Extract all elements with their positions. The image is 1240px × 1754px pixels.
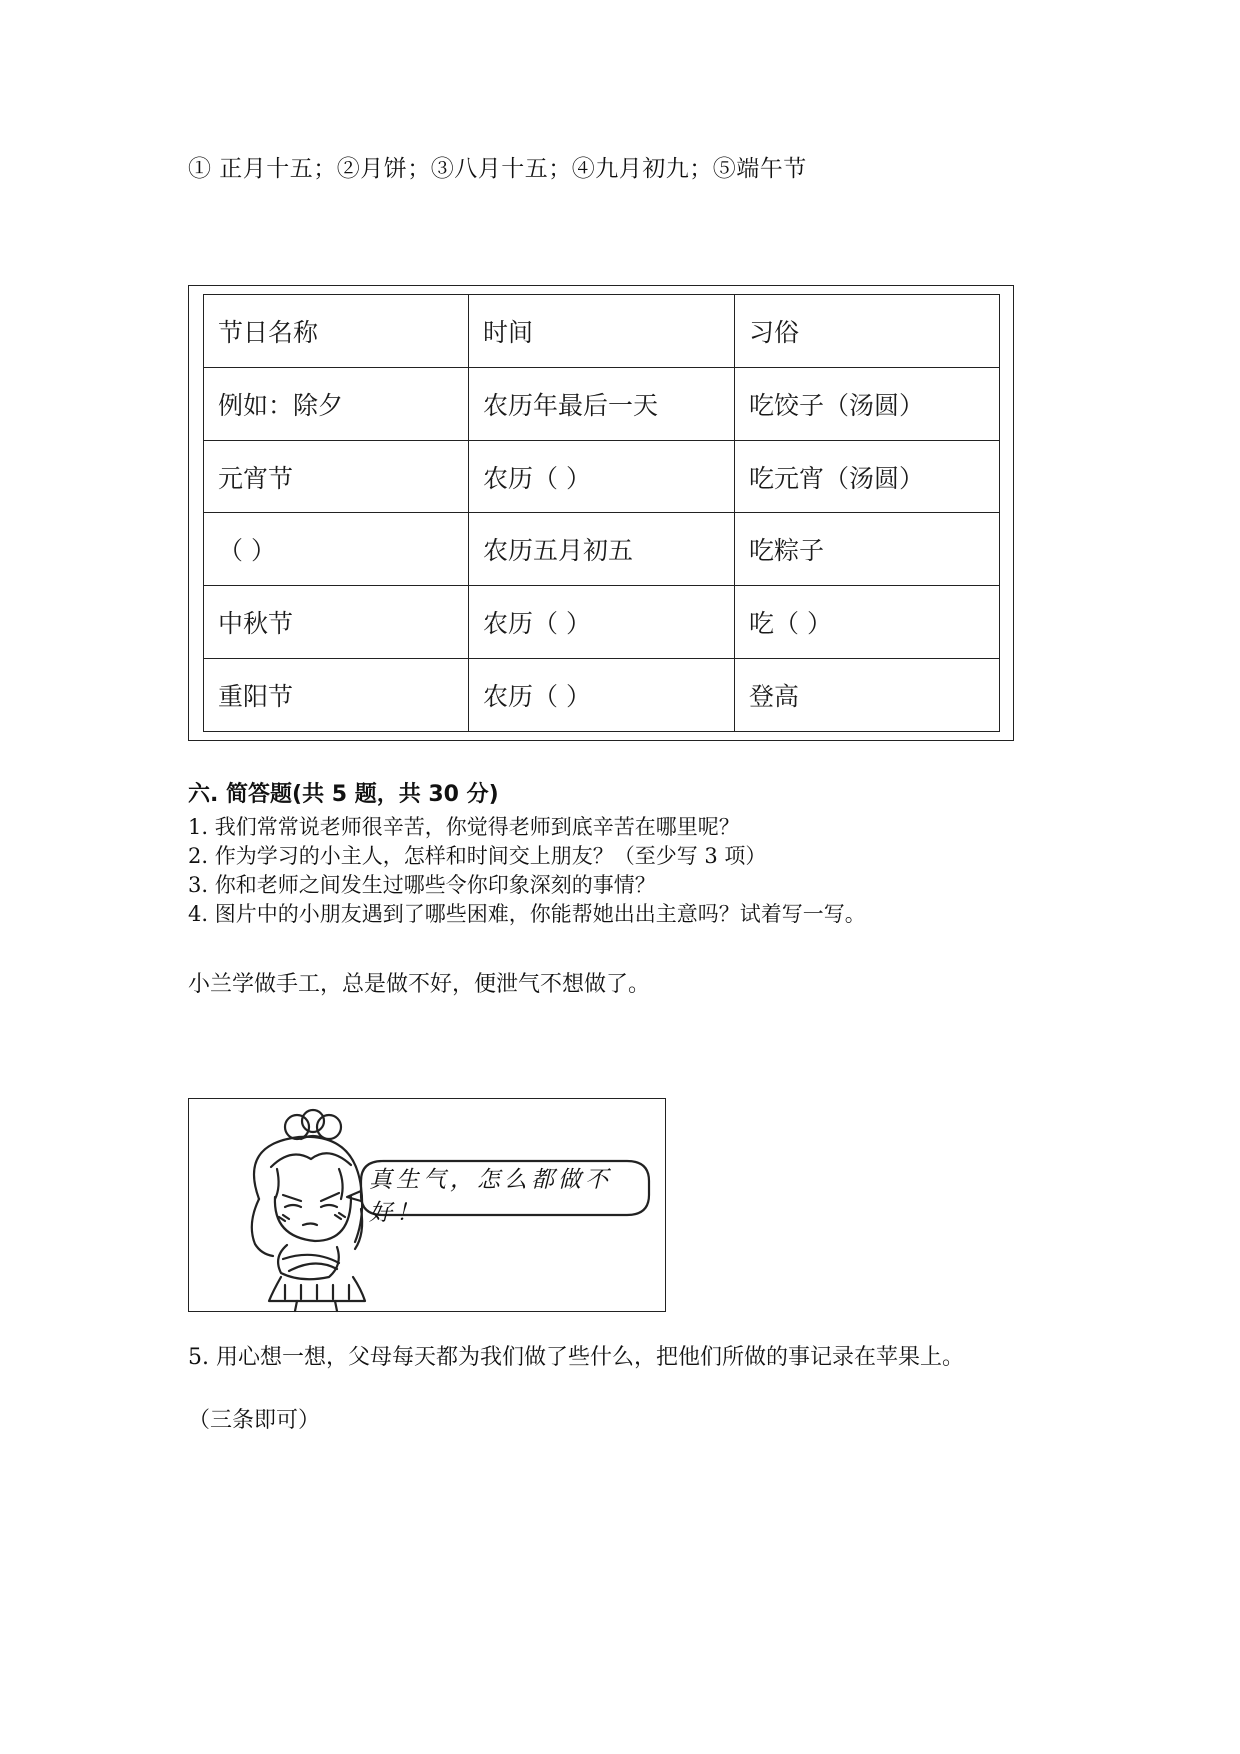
header-custom: 习俗 bbox=[735, 295, 1000, 368]
table-cell: 农历五月初五 bbox=[469, 513, 735, 586]
table-row bbox=[204, 513, 1000, 586]
cartoon-illustration bbox=[188, 1098, 666, 1312]
question-2: 2. 作为学习的小主人，怎样和时间交上朋友？（至少写 3 项） bbox=[188, 844, 767, 868]
question-3: 3. 你和老师之间发生过哪些令你印象深刻的事情？ bbox=[188, 873, 656, 897]
question-4-context: 小兰学做手工，总是做不好，便泄气不想做了。 bbox=[188, 972, 651, 997]
festival-table bbox=[203, 294, 1000, 732]
table-cell: 农历（ ） bbox=[469, 586, 735, 659]
table-cell: （ ） bbox=[204, 513, 469, 586]
question-4: 4. 图片中的小朋友遇到了哪些困难，你能帮她出出主意吗？试着写一写。 bbox=[188, 902, 866, 926]
table-cell: 农历（ ） bbox=[469, 440, 735, 513]
question-5: 5. 用心想一想，父母每天都为我们做了些什么，把他们所做的事记录在苹果上。 bbox=[188, 1345, 964, 1370]
table-row bbox=[204, 367, 1000, 440]
table-cell: 农历（ ） bbox=[469, 659, 735, 732]
question-1: 1. 我们常常说老师很辛苦，你觉得老师到底辛苦在哪里呢？ bbox=[188, 815, 740, 839]
answer-options: ① 正月十五；②月饼；③八月十五；④九月初九；⑤端午节 bbox=[188, 156, 807, 182]
table-cell: 元宵节 bbox=[204, 440, 469, 513]
festival-table-frame bbox=[188, 285, 1014, 741]
table-header-row bbox=[204, 295, 1000, 368]
table-row bbox=[204, 440, 1000, 513]
question-5-note: （三条即可） bbox=[188, 1408, 321, 1433]
table-cell: 吃饺子（汤圆） bbox=[735, 367, 1000, 440]
header-festival-name: 节日名称 bbox=[204, 295, 469, 368]
header-time: 时间 bbox=[469, 295, 735, 368]
table-cell: 登高 bbox=[735, 659, 1000, 732]
table-row bbox=[204, 659, 1000, 732]
table-cell: 重阳节 bbox=[204, 659, 469, 732]
table-cell: 吃元宵（汤圆） bbox=[735, 440, 1000, 513]
table-cell: 例如：除夕 bbox=[204, 367, 469, 440]
table-cell: 农历年最后一天 bbox=[469, 367, 735, 440]
section-title: 六. 简答题(共 5 题，共 30 分) bbox=[188, 782, 499, 807]
speech-bubble-text: 真生气，怎么都做不好！ bbox=[369, 1167, 612, 1226]
table-cell: 吃粽子 bbox=[735, 513, 1000, 586]
table-cell: 中秋节 bbox=[204, 586, 469, 659]
table-cell: 吃（ ） bbox=[735, 586, 1000, 659]
table-row bbox=[204, 586, 1000, 659]
